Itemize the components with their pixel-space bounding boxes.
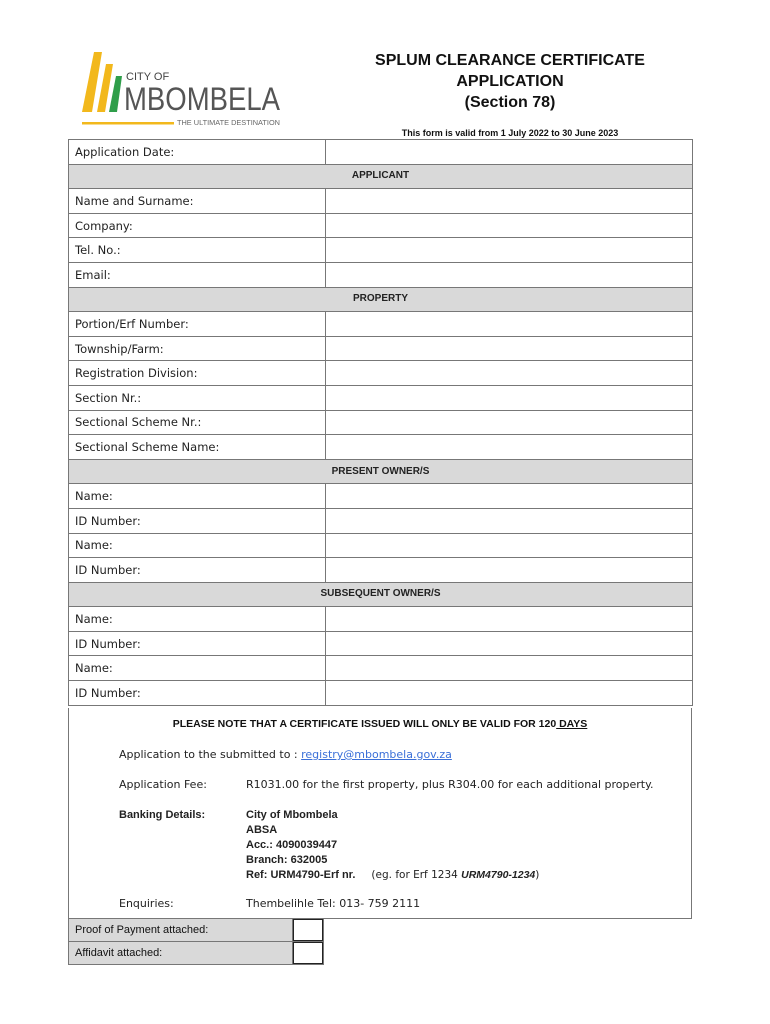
attachments-table — [68, 918, 324, 965]
reference-example: (eg. for Erf 1234 URM4790-1234) — [371, 869, 540, 881]
field-label: ID Number: — [69, 558, 326, 583]
applicant-company-field[interactable] — [326, 213, 693, 238]
erf-number-field[interactable] — [326, 312, 693, 337]
validity-notice — [69, 718, 691, 730]
field-label: Portion/Erf Number: — [69, 312, 326, 337]
field-label: Name: — [69, 533, 326, 558]
field-label: ID Number: — [69, 631, 326, 656]
section-heading-property: PROPERTY — [69, 287, 693, 312]
field-label: Name and Surname: — [69, 189, 326, 214]
form-row — [69, 410, 693, 435]
present-owner-id-1-field[interactable] — [326, 508, 693, 533]
field-label: Sectional Scheme Nr.: — [69, 410, 326, 435]
bank-branch: Branch: 632005 — [246, 854, 328, 866]
applicant-tel-field[interactable] — [326, 238, 693, 263]
section-heading-applicant: APPLICANT — [69, 164, 693, 189]
form-row — [69, 336, 693, 361]
bank-reference — [246, 868, 539, 883]
subsequent-owner-id-1-field[interactable] — [326, 631, 693, 656]
form-row — [69, 213, 693, 238]
field-label: Tel. No.: — [69, 238, 326, 263]
submission-line — [119, 748, 452, 761]
present-owner-id-2-field[interactable] — [326, 558, 693, 583]
enquiries-label: Enquiries: — [119, 897, 174, 910]
form-row — [69, 484, 693, 509]
field-label: Company: — [69, 213, 326, 238]
enquiries-value: Thembelihle Tel: 013- 759 2111 — [246, 897, 421, 910]
form-row — [69, 312, 693, 337]
submission-label: Application to the submitted to : — [119, 748, 302, 761]
form-row — [69, 435, 693, 460]
notice-box — [68, 708, 692, 919]
reference-format: Ref: URM4790-Erf nr. — [246, 869, 356, 881]
bank-account-name: City of Mbombela — [246, 809, 338, 821]
application-form-table — [68, 139, 693, 706]
scheme-name-field[interactable] — [326, 435, 693, 460]
form-row — [69, 189, 693, 214]
registration-division-field[interactable] — [326, 361, 693, 386]
form-row — [69, 508, 693, 533]
form-row — [69, 607, 693, 632]
field-label: Section Nr.: — [69, 385, 326, 410]
field-label: Township/Farm: — [69, 336, 326, 361]
logo-tagline: THE ULTIMATE DESTINATION — [177, 120, 280, 127]
applicant-name-field[interactable] — [326, 189, 693, 214]
affidavit-label: Affidavit attached: — [69, 942, 293, 965]
proof-of-payment-label: Proof of Payment attached: — [69, 919, 293, 942]
form-row — [69, 361, 693, 386]
field-label: Registration Division: — [69, 361, 326, 386]
subsequent-owner-name-2-field[interactable] — [326, 656, 693, 681]
form-row — [69, 533, 693, 558]
banking-label: Banking Details: — [119, 809, 206, 821]
application-date-field[interactable] — [326, 140, 693, 165]
form-title — [330, 50, 690, 113]
section-heading-present-owners: PRESENT OWNER/S — [69, 459, 693, 484]
validity-notice-text: PLEASE NOTE THAT A CERTIFICATE ISSUED WILL ONLY BE VALID FOR 120 — [172, 718, 557, 730]
form-row — [69, 656, 693, 681]
subsequent-owner-name-1-field[interactable] — [326, 607, 693, 632]
logo-city-of: CITY OF — [126, 71, 170, 83]
form-row — [69, 681, 693, 706]
form-row — [69, 631, 693, 656]
form-row — [69, 262, 693, 287]
applicant-email-field[interactable] — [326, 262, 693, 287]
field-label: Name: — [69, 656, 326, 681]
field-label: Name: — [69, 607, 326, 632]
registry-email-link[interactable]: registry@mbombela.gov.za — [301, 748, 452, 761]
title-line-3: (Section 78) — [464, 94, 556, 111]
title-line-2: APPLICATION — [456, 73, 564, 90]
title-line-1: SPLUM CLEARANCE CERTIFICATE — [375, 52, 645, 69]
form-row — [69, 558, 693, 583]
field-label: Application Date: — [69, 140, 326, 165]
banking-lines — [246, 808, 539, 883]
logo-name: MBOMBELA — [124, 81, 281, 117]
section-heading-subsequent-owners: SUBSEQUENT OWNER/S — [69, 582, 693, 607]
validity-note: This form is valid from 1 July 2022 to 30 June 2023 — [401, 128, 619, 138]
present-owner-name-1-field[interactable] — [326, 484, 693, 509]
form-row — [69, 385, 693, 410]
fee-value: R1031.00 for the first property, plus R304.00 for each additional property. — [246, 778, 654, 791]
subsequent-owner-id-2-field[interactable] — [326, 681, 693, 706]
field-label: ID Number: — [69, 508, 326, 533]
reference-example-code: URM4790-1234 — [461, 869, 536, 881]
present-owner-name-2-field[interactable] — [326, 533, 693, 558]
fee-label: Application Fee: — [119, 778, 207, 791]
township-field[interactable] — [326, 336, 693, 361]
scheme-nr-field[interactable] — [326, 410, 693, 435]
bank-account-number: Acc.: 4090039447 — [246, 839, 338, 851]
affidavit-checkbox[interactable] — [293, 942, 323, 964]
city-of-mbombela-logo — [80, 50, 285, 130]
form-row — [69, 140, 693, 165]
section-nr-field[interactable] — [326, 385, 693, 410]
validity-notice-days: DAYS — [556, 718, 588, 730]
field-label: ID Number: — [69, 681, 326, 706]
form-row — [69, 238, 693, 263]
field-label: Email: — [69, 262, 326, 287]
bank-name: ABSA — [246, 824, 278, 836]
field-label: Name: — [69, 484, 326, 509]
proof-of-payment-checkbox[interactable] — [293, 919, 323, 941]
field-label: Sectional Scheme Name: — [69, 435, 326, 460]
